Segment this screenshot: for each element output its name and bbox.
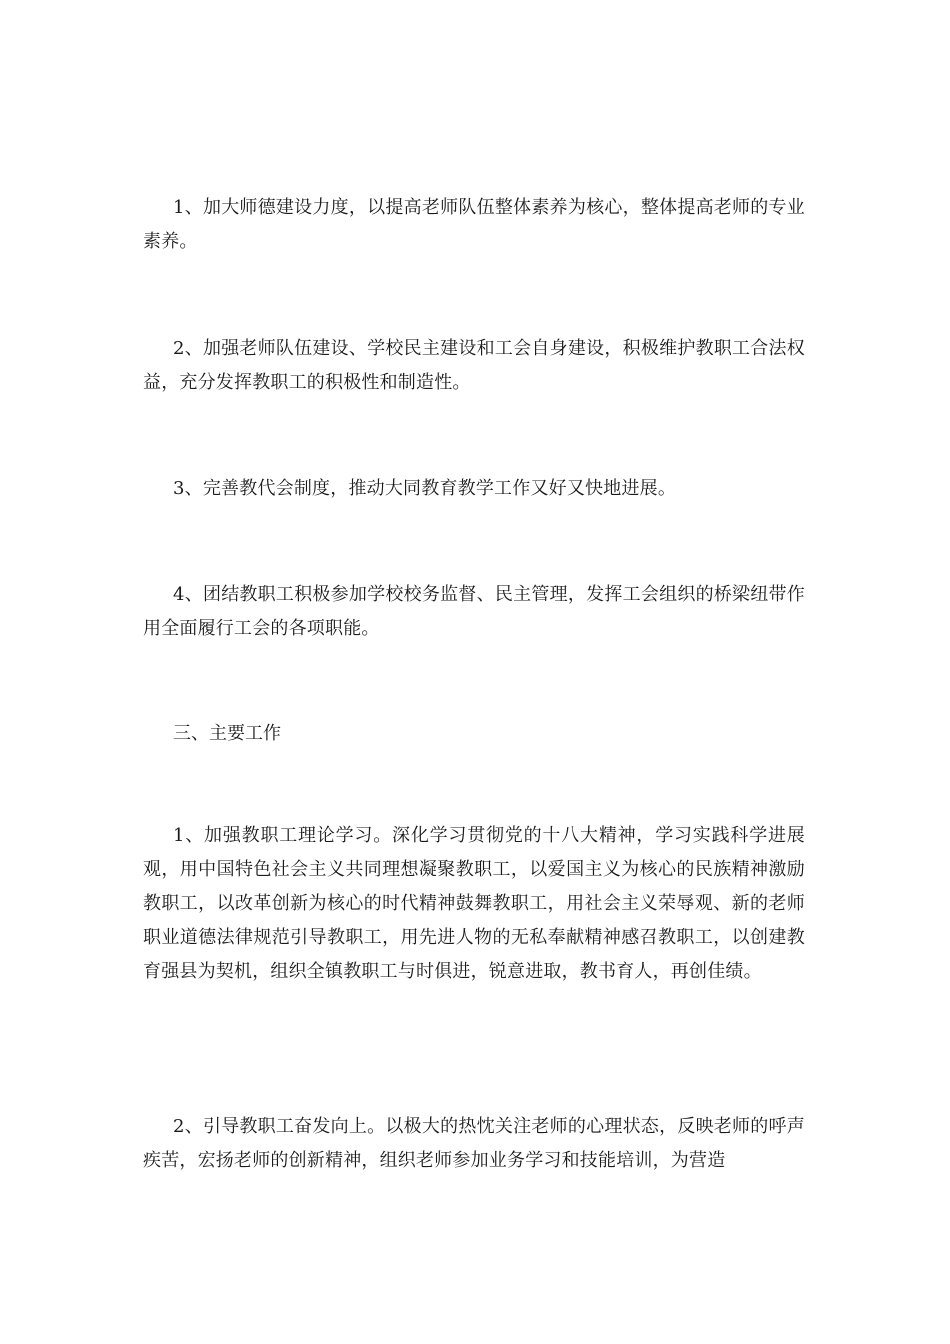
- goal-paragraph-2: 2、加强老师队伍建设、学校民主建设和工会自身建设，积极维护教职工合法权益，充分发挥教职工的积极性和制造性。: [143, 338, 805, 393]
- goal-paragraph-4: 4、团结教职工积极参加学校校务监督、民主管理，发挥工会组织的桥梁纽带作用全面履行工会的各项职能。: [143, 584, 805, 639]
- goal-paragraph-1: 1、加大师德建设力度，以提高老师队伍整体素养为核心，整体提高老师的专业素养。: [143, 197, 805, 252]
- work-item-2: 2、引导教职工奋发向上。以极大的热忱关注老师的心理状态，反映老师的呼声疾苦，宏扬老师的创新精神，组织老师参加业务学习和技能培训，为营造: [143, 1116, 805, 1171]
- section-heading: 三、主要工作: [173, 723, 281, 744]
- work-item-1: 1、加强教职工理论学习。深化学习贯彻党的十八大精神，学习实践科学进展观，用中国特色社会主义共同理想凝聚教职工，以爱国主义为核心的民族精神激励教职工，以改革创新为核心的时代精神鼓舞教职工，用社会主义荣辱观、新的老师职业道德法律规范引导教职工，用先进人物的无私奉献精神感召教职工，以创建教育强县为契机，组织全镇教职工与时俱进，锐意进取，教书育人，再创佳绩。: [143, 825, 805, 982]
- goal-paragraph-3: 3、完善教代会制度，推动大同教育教学工作又好又快地进展。: [173, 478, 677, 499]
